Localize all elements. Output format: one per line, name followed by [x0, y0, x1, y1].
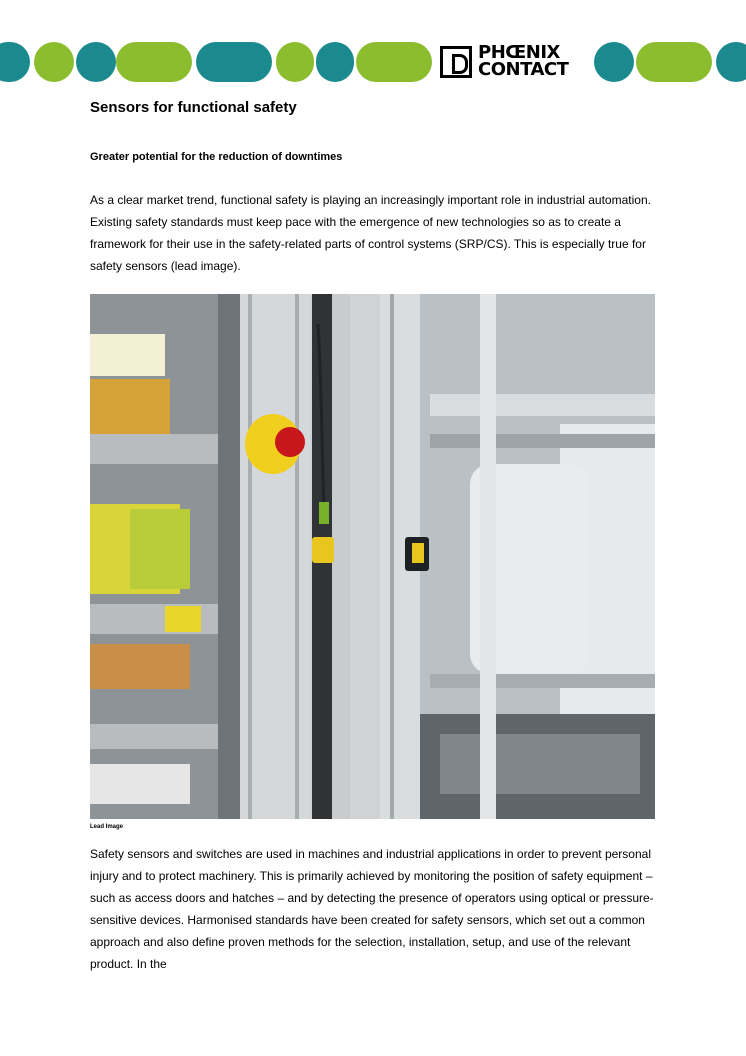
page-title: Sensors for functional safety [90, 99, 297, 116]
green-dot [34, 42, 74, 82]
intro-paragraph: As a clear market trend, functional safety is playing an increasingly important role in industrial automation. Existing safety standards must keep pace with the emergence of new technologies so as to create a framework for their use in the safety-related parts of control systems (SRP/CS). This is especially true for safety sensors (lead image). [90, 193, 651, 273]
teal-dot [716, 42, 746, 82]
logo-wordmark: PHŒNIX CONTACT [478, 42, 569, 80]
lead-image-illustration [90, 294, 655, 819]
lead-image [90, 294, 655, 819]
document-body [90, 97, 660, 277]
teal-pill [196, 42, 272, 82]
brand-header-band [0, 40, 746, 86]
teal-dot [76, 42, 116, 82]
green-pill [116, 42, 192, 82]
teal-dot [594, 42, 634, 82]
teal-dot [316, 42, 354, 82]
logo-mark-icon [440, 46, 472, 78]
subtitle: Greater potential for the reduction of downtimes [90, 151, 343, 163]
phoenix-contact-logo [440, 44, 590, 82]
green-dot [276, 42, 314, 82]
green-pill [636, 42, 712, 82]
body-paragraph: Safety sensors and switches are used in machines and industrial applications in order to prevent personal injury and to protect machinery. This is primarily achieved by monitoring the position of safety equipment – such as access doors and hatches – and by detecting the presence of operators using optical or pressure-sensitive devices. Harmonised standards have been created for safety sensors, which set out a common approach and also define proven methods for the selection, installation, setup, and use of the relevant product. In the [90, 847, 654, 971]
teal-dot [0, 42, 30, 82]
image-caption: Lead Image [90, 824, 124, 830]
green-pill [356, 42, 432, 82]
